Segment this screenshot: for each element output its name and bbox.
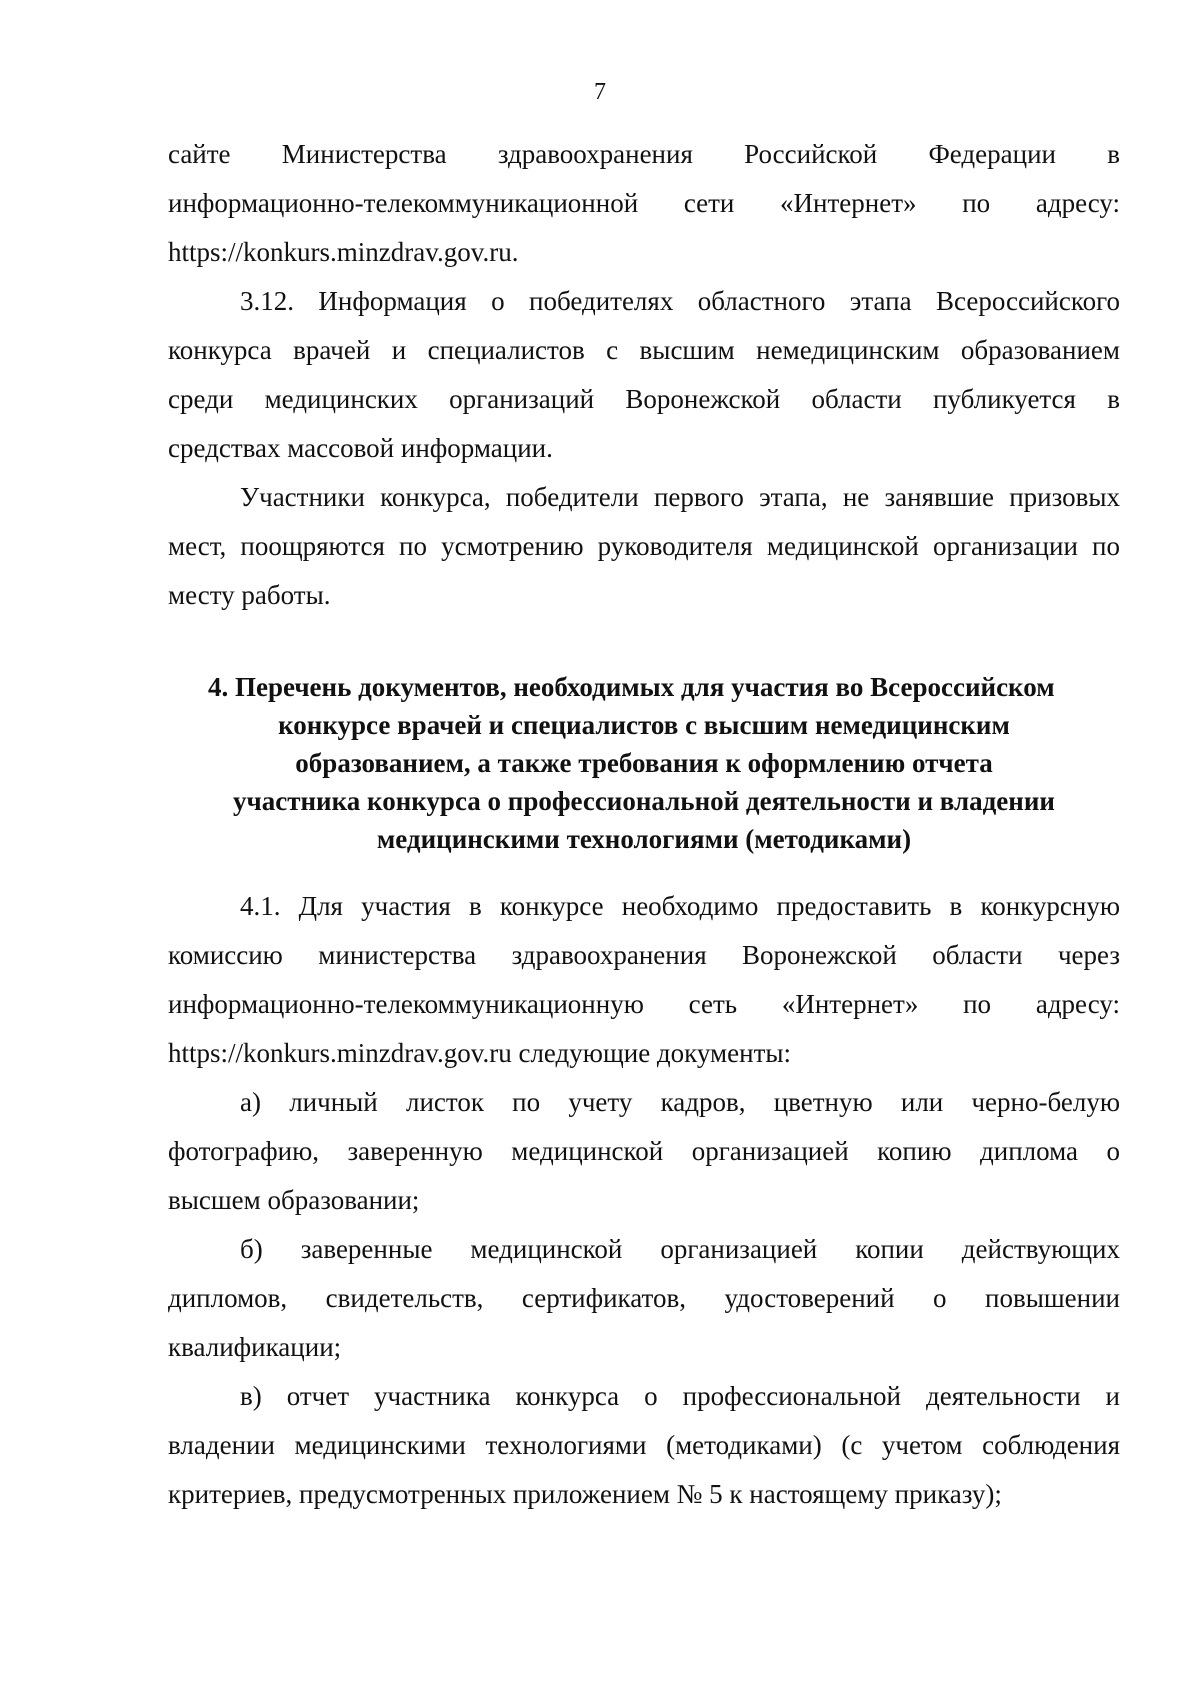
text-line: среди медицинских организаций Воронежской области публикуется в: [168, 384, 1120, 414]
text-line: дипломов, свидетельств, сертификатов, удостоверений о повышении: [168, 1283, 1120, 1313]
text-line: 4.1. Для участия в конкурсе необходимо предоставить в конкурсную: [240, 891, 1120, 921]
text-line: 3.12. Информация о победителях областного этапа Всероссийского: [240, 286, 1120, 316]
text-line: критериев, предусмотренных приложением № 5 к настоящему приказу);: [168, 1479, 1002, 1509]
text-line: Участники конкурса, победители первого этапа, не занявшие призовых: [240, 482, 1120, 512]
text-line: информационно-телекоммуникационной сети «Интернет» по адресу:: [168, 188, 1120, 218]
text-line: комиссию министерства здравоохранения Воронежской области через: [168, 940, 1120, 970]
text-line: фотографию, заверенную медицинской организацией копию диплома о: [168, 1136, 1120, 1166]
body-text-lower: [168, 882, 1120, 1519]
text-line: конкурса врачей и специалистов с высшим немедицинским образованием: [168, 335, 1120, 365]
text-line: https://konkurs.minzdrav.gov.ru.: [168, 237, 519, 267]
text-line: владении медицинскими технологиями (методиками) (с учетом соблюдения: [168, 1430, 1120, 1460]
paragraph-ministry-site: [168, 130, 1120, 277]
page-number: 7: [594, 79, 606, 105]
paragraph-4-1: [168, 882, 1120, 1078]
text-line: мест, поощряются по усмотрению руководителя медицинской организации по: [168, 531, 1120, 561]
paragraph-3-12: [168, 277, 1120, 473]
text-line: месту работы.: [168, 580, 331, 610]
list-item-a: [168, 1078, 1120, 1225]
text-line: сайте Министерства здравоохранения Российской Федерации в: [168, 139, 1120, 169]
heading-line: участника конкурса о профессиональной деятельности и владении: [233, 786, 1055, 816]
text-line: информационно-телекоммуникационную сеть «Интернет» по адресу:: [168, 989, 1120, 1019]
text-line: б) заверенные медицинской организацией копии действующих: [240, 1234, 1120, 1264]
text-line: а) личный листок по учету кадров, цветную или черно-белую: [240, 1087, 1120, 1117]
section-4-heading: [168, 668, 1120, 858]
list-item-v: [168, 1372, 1120, 1519]
list-item-b: [168, 1225, 1120, 1372]
heading-line: медицинскими технологиями (методиками): [376, 824, 912, 854]
paragraph-participants: [168, 473, 1120, 620]
text-line: средствах массовой информации.: [168, 433, 553, 463]
heading-line: образованием, а также требования к оформлению отчета: [295, 748, 993, 778]
body-text-upper: [168, 130, 1120, 620]
text-line: https://konkurs.minzdrav.gov.ru следующие документы:: [168, 1038, 792, 1068]
text-line: квалификации;: [168, 1332, 342, 1362]
heading-line: 4. Перечень документов, необходимых для участия во Всероссийском: [208, 672, 1055, 702]
text-line: в) отчет участника конкурса о профессиональной деятельности и: [240, 1381, 1120, 1411]
heading-line: конкурсе врачей и специалистов с высшим немедицинским: [278, 710, 1010, 740]
text-line: высшем образовании;: [168, 1185, 420, 1215]
